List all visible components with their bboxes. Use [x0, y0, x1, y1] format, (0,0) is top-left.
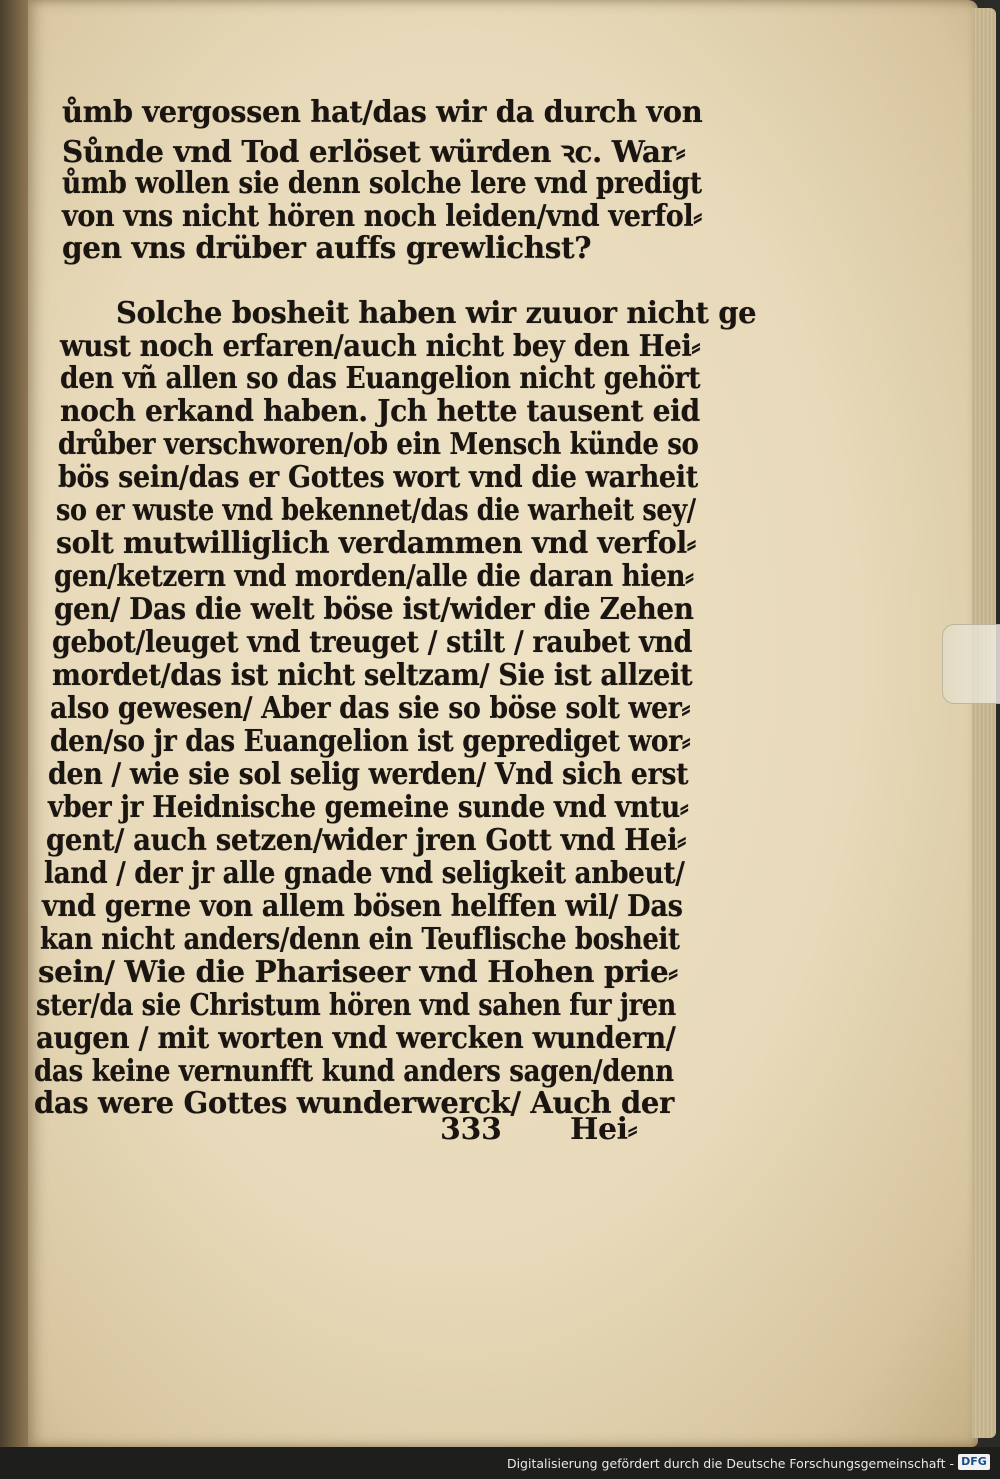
text-line: gen vns drüber auffs grewlichst? [62, 230, 592, 265]
text-line: sein/ Wie die Phariseer vnd Hohen prie⸗ [38, 954, 678, 989]
text-line: gebot/leuget vnd treuget / stilt / raubet vnd [52, 624, 693, 659]
text-line: vnd gerne von allem bösen helffen wil/ Das [42, 888, 683, 923]
text-line: so er wuste vnd bekennet/das die warheit sey/ [56, 492, 696, 527]
text-line: von vns nicht hören noch leiden/vnd verfol⸗ [62, 198, 702, 233]
text-line: Sůnde vnd Tod erlöset würden ꝛc. War⸗ [62, 134, 686, 169]
text-line: ůmb wollen sie denn solche lere vnd predigt [62, 165, 702, 200]
text-line: drůber verschworen/ob ein Mensch künde so [58, 426, 699, 461]
text-line: kan nicht anders/denn ein Teuflische bosheit [40, 921, 680, 956]
text-line: ster/da sie Christum hören vnd sahen fur jren [36, 987, 676, 1022]
text-line: augen / mit worten vnd wercken wundern/ [36, 1020, 676, 1055]
text-line: das were Gottes wunderwerck/ Auch der [34, 1085, 674, 1120]
text-line: vber jr Heidnische gemeine sunde vnd vntu⸗ [48, 789, 689, 824]
text-line: das keine vernunfft kund anders sagen/denn [34, 1053, 674, 1088]
text-line: bös sein/das er Gottes wort vnd die warheit [58, 459, 698, 494]
text-line: wust noch erfaren/auch nicht bey den Hei⸗ [60, 328, 701, 363]
text-line: gent/ auch setzen/wider jren Gott vnd Hei⸗ [46, 822, 687, 857]
text-line: Solche bosheit haben wir zuuor nicht ge [116, 295, 757, 330]
dfg-logo: DFG [958, 1454, 990, 1470]
text-line: solt mutwilliglich verdammen vnd verfol⸗ [56, 525, 696, 560]
text-line: gen/ Das die welt böse ist/wider die Zehen [54, 591, 694, 626]
text-line: also gewesen/ Aber das sie so böse solt wer⸗ [50, 690, 691, 725]
text-line: land / der jr alle gnade vnd seligkeit anbeut/ [44, 855, 685, 890]
text-line: noch erkand haben. Jch hette tausent eid [60, 393, 700, 428]
text-line: den vñ allen so das Euangelion nicht gehört [60, 360, 701, 395]
text-line: den / wie sie sol selig werden/ Vnd sich erst [48, 756, 689, 791]
digitization-credit: Digitalisierung gefördert durch die Deutsche Forschungsgemeinschaft - [506, 1456, 954, 1471]
text-line: den/so jr das Euangelion ist geprediget wor⸗ [50, 723, 691, 758]
catchword: Hei⸗ [570, 1112, 638, 1147]
page-number: 333 [440, 1112, 502, 1147]
text-line: mordet/das ist nicht seltzam/ Sie ist allzeit [52, 657, 693, 692]
text-line: ůmb vergossen hat/das wir da durch von [62, 94, 703, 129]
text-line: gen/ketzern vnd morden/alle die daran hien⸗ [54, 558, 694, 593]
